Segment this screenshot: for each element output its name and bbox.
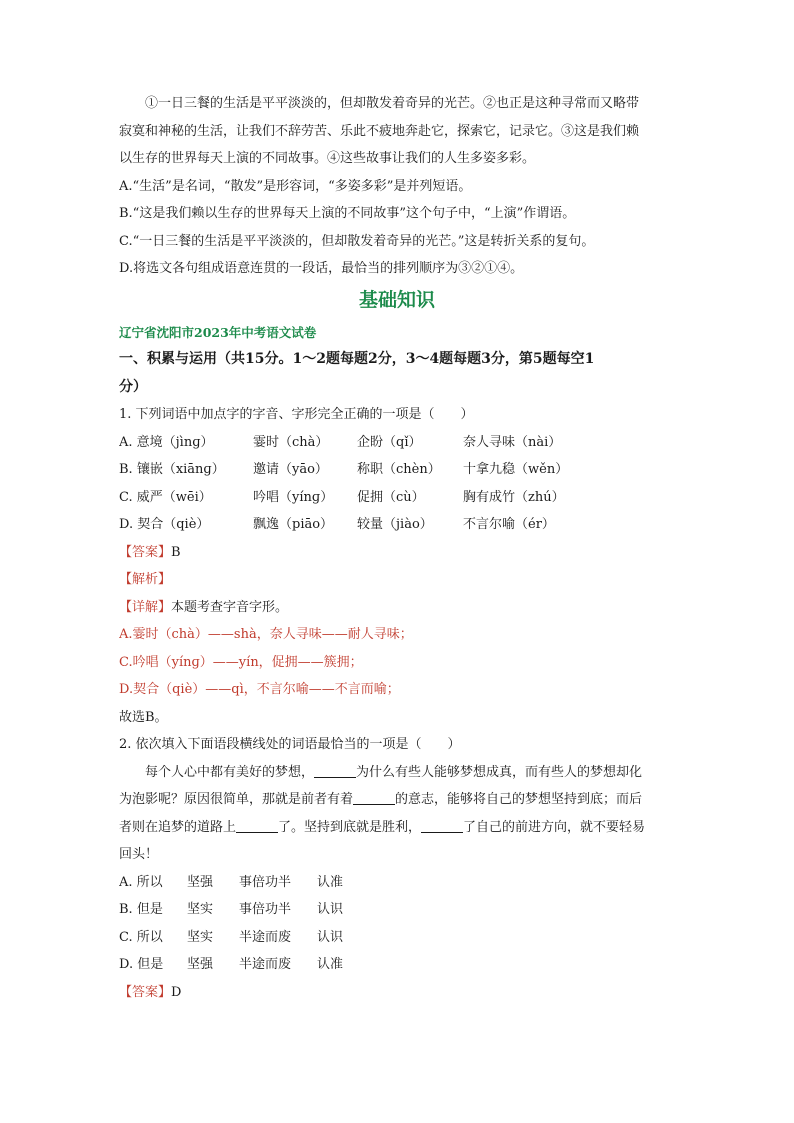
q2-para-line-1 bbox=[119, 759, 675, 787]
choice-item: 半途而废 bbox=[239, 929, 292, 945]
option-c: C.“一日三餐的生活是平平淡淡的，但却散发着奇异的光芒。”这是转折关系的复句。 bbox=[119, 233, 595, 249]
q2-text: 为泡影呢？原因很简单，那就是前者有着 bbox=[119, 792, 354, 807]
q1-analysis bbox=[119, 566, 675, 594]
answer-value: B bbox=[171, 544, 181, 560]
choice-item: 认识 bbox=[317, 902, 344, 917]
choice-item: 认识 bbox=[317, 929, 344, 945]
q1-b-word-4: 十拿九稳（wěn） bbox=[463, 462, 569, 477]
q1-b-word-1: B. 镶嵌（xiānɡ） bbox=[119, 462, 225, 477]
q1-a-word-3: 企盼（qǐ） bbox=[357, 434, 422, 450]
option-b: B.“这是我们赖以生存的世界每天上演的不同故事”这个句子中，“上演”作谓语。 bbox=[119, 206, 576, 221]
q1-option-row-c bbox=[119, 484, 675, 512]
q2-choice-b bbox=[119, 896, 675, 924]
q2-para-line-3 bbox=[119, 814, 675, 842]
q2-text: 了。坚持到底就是胜利， bbox=[278, 819, 422, 835]
part-heading-line-1: 一、积累与运用（共15分。1～2题每题2分，3～4题每题3分，第5题每空1 bbox=[119, 351, 595, 367]
page-content bbox=[119, 90, 675, 1006]
q1-note-c: C.吟唱（yínɡ）——yín，促拥——簇拥； bbox=[119, 654, 363, 670]
fill-blank-3 bbox=[236, 818, 278, 833]
q1-d-word-4: 不言尔喻（ér） bbox=[463, 517, 555, 532]
answer-value: D bbox=[171, 984, 182, 1000]
q1-detail bbox=[119, 594, 675, 622]
passage-line-1: ①一日三餐的生活是平平淡淡的，但却散发着奇异的光芒。②也正是这种寻常而又略带 bbox=[145, 96, 640, 111]
choice-item: B. 但是 bbox=[119, 902, 163, 917]
fill-blank-4 bbox=[421, 818, 463, 833]
q2-para-line-4: 回头！ bbox=[119, 847, 159, 862]
choice-item: D. 但是 bbox=[119, 957, 164, 972]
part-heading-line-2: 分） bbox=[119, 378, 147, 395]
q1-b-word-3: 称职（chèn） bbox=[357, 462, 441, 477]
passage-line-2: 寂寞和神秘的生活，让我们不辞劳苦、乐此不疲地奔赴它，探索它，记录它。③这是我们赖 bbox=[119, 123, 640, 139]
q1-option-row-a bbox=[119, 429, 675, 457]
q2-text: 了自己的前进方向，就不要轻易 bbox=[463, 819, 646, 835]
q1-note-a: A.霎时（chà）——shà，奈人寻味——耐人寻味； bbox=[119, 627, 413, 642]
q2-answer bbox=[119, 979, 675, 1007]
q1-d-word-3: 较量（jiào） bbox=[357, 517, 433, 532]
q2-text: 为什么有些人能够梦想成真，而有些人的梦想却化 bbox=[356, 764, 643, 780]
analysis-label: 【解析】 bbox=[119, 572, 172, 587]
choice-item: 坚实 bbox=[187, 902, 214, 917]
q1-d-word-1: D. 契合（qiè） bbox=[119, 517, 210, 532]
choice-item: C. 所以 bbox=[119, 929, 163, 945]
q1-c-word-1: C. 威严（wēi） bbox=[119, 489, 212, 505]
passage-line-3: 以生存的世界每天上演的不同故事。④这些故事让我们的人生多姿多彩。 bbox=[119, 151, 536, 166]
choice-item: 认准 bbox=[317, 874, 344, 890]
q1-option-row-d bbox=[119, 511, 675, 539]
option-a: A.“生活”是名词，“散发”是形容词，“多姿多彩”是并列短语。 bbox=[119, 178, 472, 194]
q1-d-word-2: 飘逸（piāo） bbox=[253, 517, 334, 532]
question-2-stem: 2. 依次填入下面语段横线处的词语最恰当的一项是（ ） bbox=[119, 737, 461, 752]
choice-item: 半途而废 bbox=[239, 957, 292, 972]
exam-title: 辽宁省沈阳市2023年中考语文试卷 bbox=[119, 324, 317, 340]
q1-conclusion: 故选B。 bbox=[119, 709, 168, 725]
q2-text: 每个人心中都有美好的梦想， bbox=[145, 764, 315, 780]
choice-item: 认准 bbox=[317, 957, 344, 972]
detail-label: 【详解】 bbox=[119, 599, 172, 615]
section-title: 基础知识 bbox=[358, 288, 435, 311]
q2-para-line-2 bbox=[119, 786, 675, 814]
q1-c-word-4: 胸有成竹（zhú） bbox=[463, 489, 565, 505]
q2-text: 的意志，能够将自己的梦想坚持到底；而后 bbox=[395, 792, 643, 807]
answer-label: 【答案】 bbox=[119, 984, 172, 1000]
detail-text: 本题考查字音字形。 bbox=[171, 599, 289, 615]
fill-blank-1 bbox=[314, 763, 356, 778]
answer-label: 【答案】 bbox=[119, 544, 172, 560]
q1-note-d: D.契合（qiè）——qì，不言尔喻——不言而喻； bbox=[119, 682, 400, 697]
q1-a-word-1: A. 意境（jìnɡ） bbox=[119, 434, 214, 450]
option-d: D.将选文各句组成语意连贯的一段话，最恰当的排列顺序为③②①④。 bbox=[119, 261, 524, 276]
q1-a-word-4: 奈人寻味（nài） bbox=[463, 434, 562, 450]
fill-blank-2 bbox=[353, 790, 395, 805]
q1-c-word-2: 吟唱（yínɡ） bbox=[253, 489, 334, 505]
choice-item: 坚强 bbox=[187, 874, 214, 890]
choice-item: A. 所以 bbox=[119, 874, 163, 890]
q1-a-word-2: 霎时（chà） bbox=[253, 434, 329, 450]
choice-item: 坚实 bbox=[187, 929, 214, 945]
q1-option-row-b bbox=[119, 456, 675, 484]
q2-text: 者则在追梦的道路上 bbox=[119, 819, 237, 835]
choice-item: 事倍功半 bbox=[239, 902, 292, 917]
choice-item: 坚强 bbox=[187, 957, 214, 972]
q1-c-word-3: 促拥（cù） bbox=[357, 489, 425, 505]
q1-b-word-2: 邀请（yāo） bbox=[253, 462, 328, 477]
choice-item: 事倍功半 bbox=[239, 874, 292, 890]
q2-choice-a bbox=[119, 869, 675, 897]
question-1-stem: 1. 下列词语中加点字的字音、字形完全正确的一项是（ ） bbox=[119, 407, 474, 422]
q2-choice-c bbox=[119, 924, 675, 952]
q2-choice-d bbox=[119, 951, 675, 979]
q1-answer bbox=[119, 539, 675, 567]
